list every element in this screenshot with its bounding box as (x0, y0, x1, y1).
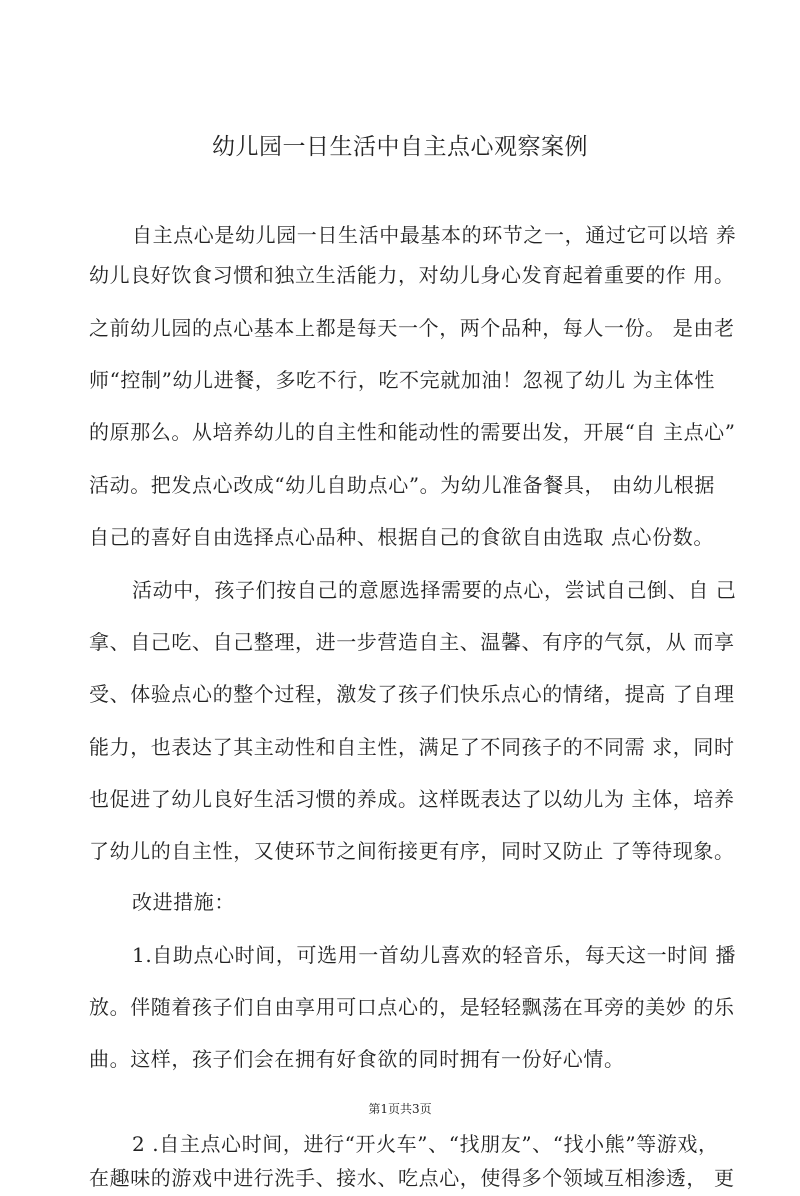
paragraph-line: 之前幼儿园的点心基本上都是每天一个，两个品种，每人一份。 是由老 (89, 316, 735, 340)
paragraph-line: 2 .自主点心时间，进行“开火车”、“找朋友”、“找小熊”等游戏， (132, 1132, 719, 1156)
paragraph-line: 能力，也表达了其主动性和自主性，满足了不同孩子的不同需 求，同时 (89, 735, 735, 759)
paragraph-line: 活动。把发点心改成“幼儿自助点心”。为幼儿准备餐具， 由幼儿根据 (89, 473, 716, 497)
page-number: 第1页共3页 (368, 1102, 432, 1116)
paragraph-line: 放。伴随着孩子们自由享用可口点心的，是轻轻飘荡在耳旁的美妙 的乐 (89, 995, 735, 1019)
paragraph-line: 在趣味的游戏中进行洗手、接水、吃点心，使得多个领域互相渗透， 更 (89, 1166, 735, 1190)
paragraph-line: 受、体验点心的整个过程，激发了孩子们快乐点心的情绪，提高 了自理 (89, 682, 735, 706)
section-heading: 改进措施： (132, 890, 235, 914)
paragraph-line: 的原那么。从培养幼儿的自主性和能动性的需要出发，开展“自 主点心” (89, 420, 736, 444)
paragraph-line: 曲。这样，孩子们会在拥有好食欲的同时拥有一份好心情。 (89, 1047, 625, 1071)
paragraph-line: 了幼儿的自主性，又使环节之间衔接更有序，同时又防止 了等待现象。 (89, 839, 735, 863)
paragraph-line: 幼儿良好饮食习惯和独立生活能力，对幼儿身心发育起着重要的作 用。 (89, 263, 735, 287)
paragraph-line: 1.自助点心时间，可选用一首幼儿喜欢的轻音乐，每天这一时间 播 (132, 943, 737, 967)
paragraph-line: 也促进了幼儿良好生活习惯的养成。这样既表达了以幼儿为 主体，培养 (89, 787, 735, 811)
paragraph-line: 自己的喜好自由选择点心品种、根据自己的食欲自由选取 点心份数。 (89, 525, 714, 549)
paragraph-line: 活动中，孩子们按自己的意愿选择需要的点心，尝试自己倒、自 己 (132, 578, 737, 602)
paragraph-line: 自主点心是幼儿园一日生活中最基本的环节之一，通过它可以培 养 (132, 223, 737, 247)
paragraph-line: 拿、自己吃、自己整理，进一步营造自主、温馨、有序的气氛，从 而享 (89, 630, 735, 654)
paragraph-line: 师“控制”幼儿进餐，多吃不行，吃不完就加油！忽视了幼儿 为主体性 (89, 368, 716, 392)
document-title: 幼儿园一日生活中自主点心观察案例 (212, 134, 588, 160)
